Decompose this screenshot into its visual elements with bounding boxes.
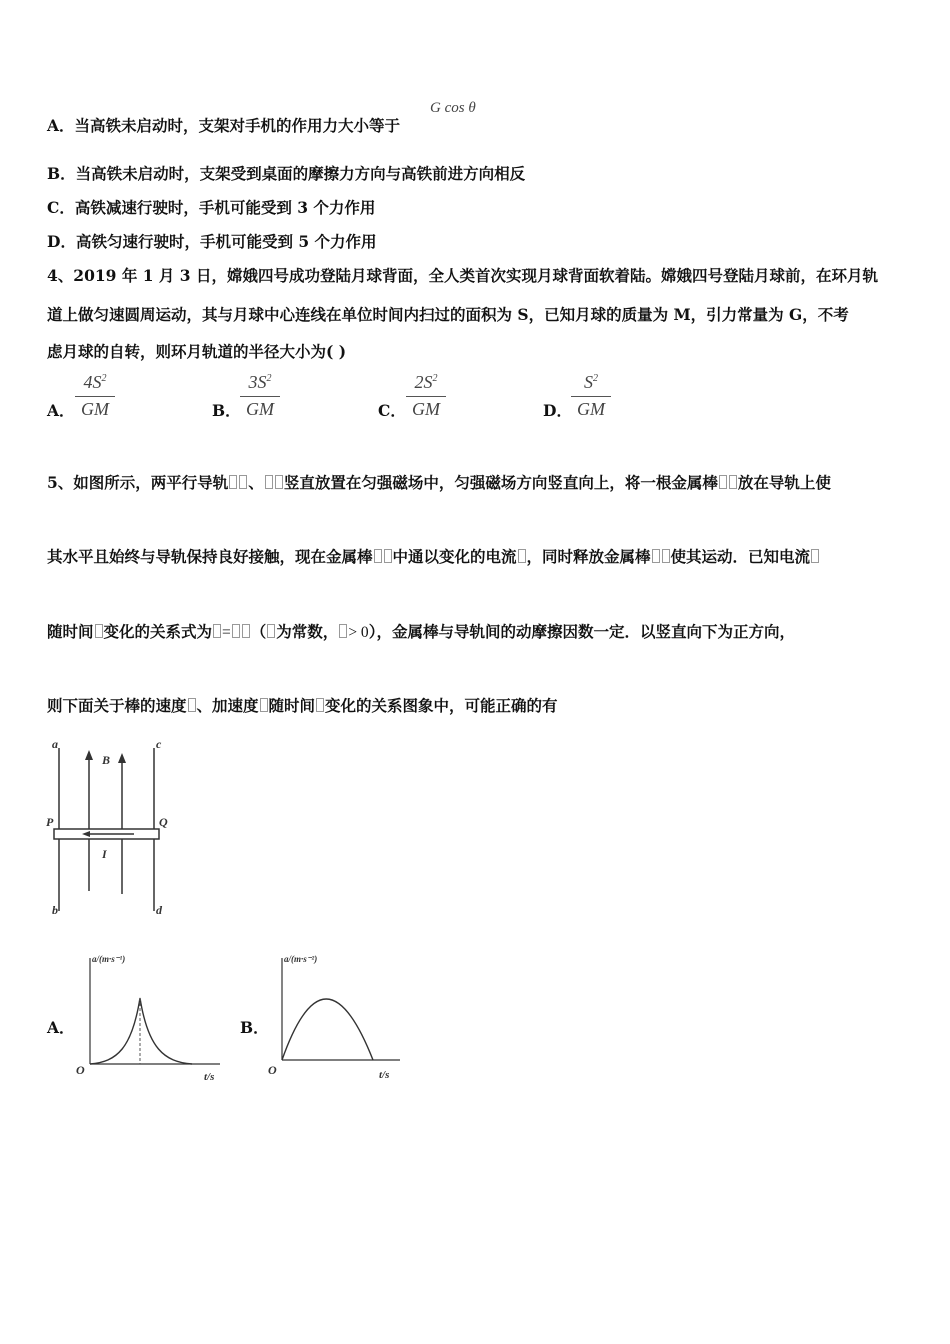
q4-line-1: 4、2019 年 1 月 3 日，嫦娥四号成功登陆月球背面，全人类首次实现月球背面软着陆。嫦娥四号登陆月球前，在环月轨 — [47, 266, 878, 285]
label-q: Q — [159, 815, 168, 829]
graph-a — [72, 948, 227, 1088]
graph-b — [265, 948, 405, 1088]
q4-option-d-label: D． — [543, 401, 572, 420]
graph-b-origin: O — [268, 1063, 277, 1077]
q4-line-2: 道上做匀速圆周运动，其与月球中心连线在单位时间内扫过的面积为 S，已知月球的质量为 M，引力常量为 G，不考 — [47, 305, 849, 324]
graph-b-xlabel: t/s — [379, 1069, 390, 1081]
q4-option-b-label: B． — [212, 401, 241, 420]
q3-option-a — [47, 114, 400, 136]
graph-a-origin: O — [76, 1063, 85, 1077]
graph-a-ylabel: a/(m·s⁻¹) — [92, 954, 126, 964]
label-d: d — [156, 903, 162, 917]
q4-option-c-fraction: $2S^2$ GM — [406, 372, 446, 420]
label-current-i: I — [102, 847, 107, 861]
q5-line-4: 则下面关于棒的速度 、加速度 随时间 变化的关系图象中，可能正确的有 — [47, 696, 558, 715]
label-b: b — [52, 903, 58, 917]
q3-option-b: B．当高铁未启动时，支架受到桌面的摩擦力方向与高铁前进方向相反 — [47, 164, 526, 183]
q4-option-b-fraction: $3S^2$ GM — [240, 372, 280, 420]
q4-option-c-label: C． — [378, 401, 406, 420]
q5-line-1: 5、如图所示，两平行导轨 、 竖直放置在匀强磁场中，匀强磁场方向竖直向上，将一根金属棒 放在导轨上使 — [47, 473, 831, 492]
graph-a-label: A． — [47, 1018, 75, 1037]
label-c: c — [156, 737, 162, 751]
label-field-b: B — [102, 753, 111, 767]
q3-option-a-text: A．当高铁未启动时，支架对手机的作用力大小等于 — [47, 116, 401, 135]
graph-b-ylabel: a/(m·s⁻²) — [284, 954, 318, 964]
rail-rod-figure — [44, 736, 179, 926]
q4-option-a-fraction: $4S^2$ GM — [75, 372, 115, 420]
q3-option-c: C．高铁减速行驶时，手机可能受到 3 个力作用 — [47, 198, 376, 217]
graph-b-label: B． — [240, 1018, 269, 1037]
q3-option-d: D．高铁匀速行驶时，手机可能受到 5 个力作用 — [47, 232, 377, 251]
q4-option-d-fraction: $S^2$ GM — [571, 372, 611, 420]
label-p: P — [46, 815, 54, 829]
q3-option-a-formula: G cos θ — [430, 100, 476, 116]
label-a: a — [52, 737, 58, 751]
q5-line-3: 随时间 变化的关系式为 = （ 为常数， > 0），金属棒与导轨间的动摩擦因数一定．以竖直向下为正方向， — [47, 622, 795, 641]
graph-a-xlabel: t/s — [204, 1071, 215, 1083]
q4-line-3: 虑月球的自转，则环月轨道的半径大小为( ) — [47, 342, 347, 361]
q5-line-2: 其水平且始终与导轨保持良好接触，现在金属棒 中通以变化的电流 ，同时释放金属棒 使其运动．已知电流 — [47, 545, 820, 567]
q4-option-a-label: A． — [47, 401, 75, 420]
